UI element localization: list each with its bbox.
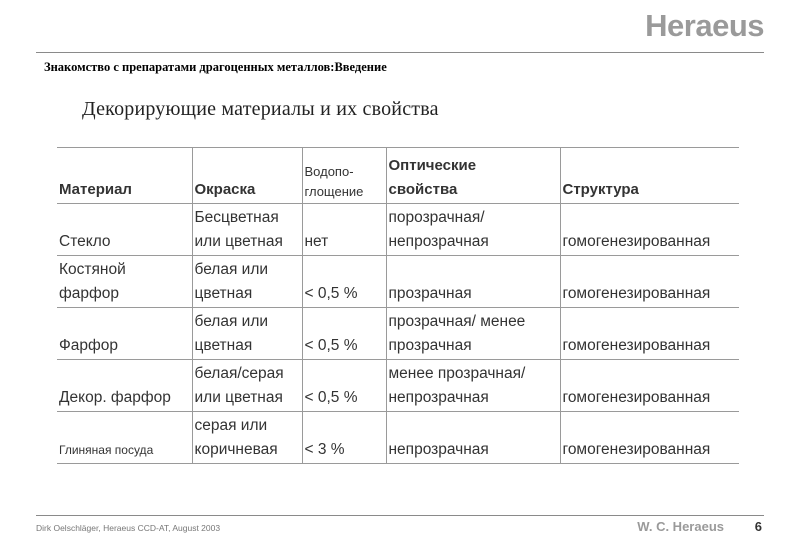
table-cell xyxy=(560,412,739,464)
cell-line: непрозрачная xyxy=(388,441,489,458)
header-divider xyxy=(36,52,764,53)
cell-line: Бесцветная xyxy=(194,209,279,226)
table-cell xyxy=(386,360,560,412)
table-cell xyxy=(192,308,302,360)
table-cell xyxy=(192,412,302,464)
table-cell xyxy=(302,148,386,204)
cell-line: Окраска xyxy=(194,181,256,198)
cell-line: прозрачная/ менее xyxy=(388,313,526,330)
cell-line: Водопо- xyxy=(304,164,354,179)
cell-line: менее прозрачная/ xyxy=(388,365,526,382)
cell-line: гомогенезированная xyxy=(562,337,711,354)
cell-line: порозрачная/ xyxy=(388,209,485,226)
table-cell xyxy=(57,148,192,204)
table-cell xyxy=(57,204,192,256)
cell-line: свойства xyxy=(388,181,458,198)
cell-line: фарфор xyxy=(59,285,119,302)
cell-line: Материал xyxy=(59,181,132,198)
heraeus-logo: Heraeus xyxy=(645,8,764,43)
table-cell xyxy=(57,412,192,464)
table-cell xyxy=(560,360,739,412)
cell-line: < 0,5 % xyxy=(304,285,358,302)
cell-line: Стекло xyxy=(59,233,111,250)
cell-line: Фарфор xyxy=(59,337,119,354)
cell-line: гомогенезированная xyxy=(562,441,711,458)
table-cell xyxy=(386,148,560,204)
cell-line: < 0,5 % xyxy=(304,337,358,354)
cell-line: цветная xyxy=(194,337,253,354)
cell-line: белая/серая xyxy=(194,365,284,382)
table-cell xyxy=(386,204,560,256)
table-cell xyxy=(192,256,302,308)
cell-line: белая или xyxy=(194,261,269,278)
table-cell xyxy=(560,256,739,308)
cell-line: Структура xyxy=(562,181,639,198)
cell-line: или цветная xyxy=(194,233,283,250)
table-row xyxy=(57,360,739,412)
materials-table xyxy=(57,147,739,464)
table-cell xyxy=(302,256,386,308)
cell-line: прозрачная xyxy=(388,337,472,354)
cell-line: < 0,5 % xyxy=(304,389,358,406)
cell-line: белая или xyxy=(194,313,269,330)
table-cell xyxy=(302,360,386,412)
table-cell xyxy=(560,204,739,256)
table-cell xyxy=(560,148,739,204)
table-row xyxy=(57,204,739,256)
footer-author: Dirk Oelschläger, Heraeus CCD-AT, August 2003 xyxy=(36,523,221,533)
cell-line: или цветная xyxy=(194,389,283,406)
table-cell xyxy=(386,308,560,360)
cell-line: Декор. фарфор xyxy=(59,389,171,406)
cell-line: глощение xyxy=(304,184,364,199)
cell-line: гомогенезированная xyxy=(562,389,711,406)
table-cell xyxy=(57,308,192,360)
table-cell xyxy=(386,256,560,308)
cell-line: цветная xyxy=(194,285,253,302)
cell-line: коричневая xyxy=(194,441,278,458)
cell-line: непрозрачная xyxy=(388,233,489,250)
page-number: 6 xyxy=(754,519,762,534)
cell-line: нет xyxy=(304,233,329,250)
cell-line: гомогенезированная xyxy=(562,285,711,302)
table-cell xyxy=(192,204,302,256)
slide-title: Декорирующие материалы и их свойства xyxy=(82,98,439,120)
table-cell xyxy=(192,360,302,412)
table-row xyxy=(57,308,739,360)
table-cell xyxy=(302,308,386,360)
cell-line: серая или xyxy=(194,417,268,434)
slide-subtitle: Знакомство с препаратами драгоценных металлов:Введение xyxy=(44,60,387,74)
table-cell xyxy=(192,148,302,204)
footer-divider xyxy=(36,515,764,516)
table-cell xyxy=(386,412,560,464)
cell-line: Глиняная посуда xyxy=(59,443,154,457)
table-cell xyxy=(57,360,192,412)
cell-line: < 3 % xyxy=(304,441,345,458)
cell-line: непрозрачная xyxy=(388,389,489,406)
table-row xyxy=(57,256,739,308)
table-cell xyxy=(302,204,386,256)
cell-line: Оптические xyxy=(388,157,477,174)
table-cell xyxy=(560,308,739,360)
table-header-row xyxy=(57,148,739,204)
table-cell xyxy=(302,412,386,464)
cell-line: Костяной xyxy=(59,261,126,278)
footer-company: W. C. Heraeus xyxy=(637,519,724,534)
cell-line: гомогенезированная xyxy=(562,233,711,250)
cell-line: прозрачная xyxy=(388,285,472,302)
table-cell xyxy=(57,256,192,308)
table-row xyxy=(57,412,739,464)
